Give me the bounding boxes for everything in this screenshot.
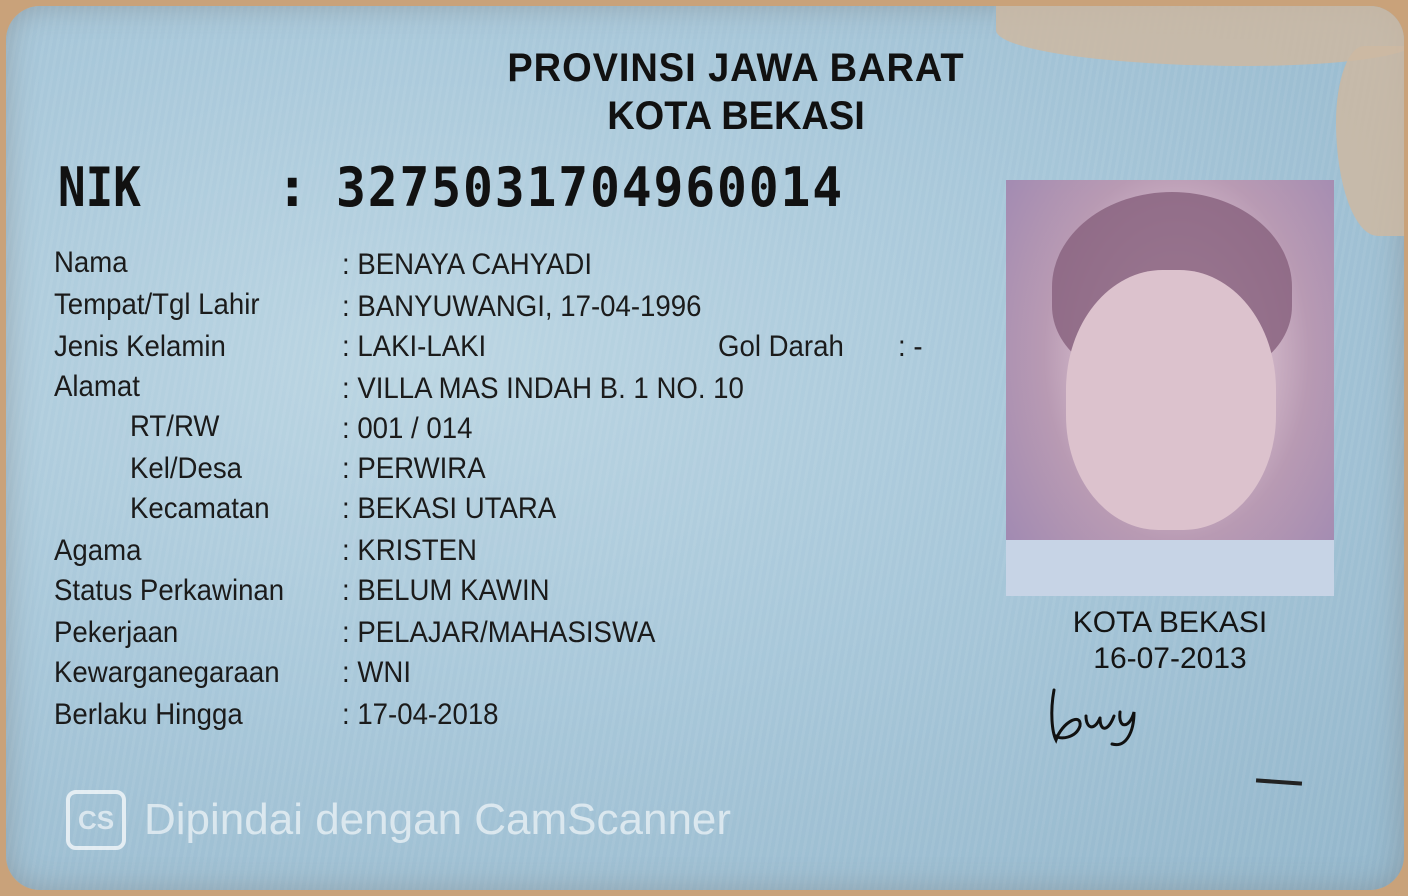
field-label-gol-darah: Gol Darah [718,330,844,363]
field-label-kewarganegaraan: Kewarganegaraan [54,656,280,689]
field-value-ttl: : BANYUWANGI, 17-04-1996 [342,290,702,323]
field-label-nama: Nama [54,246,128,279]
field-value-agama: : KRISTEN [342,534,477,567]
nik-colon: : [276,156,309,219]
field-label-ttl: Tempat/Tgl Lahir [54,288,260,321]
watermark-text: Dipindai dengan CamScanner [144,795,732,844]
camscanner-logo-icon: CS [66,790,126,850]
field-label-rtrw: RT/RW [130,410,220,443]
nik-value: 3275031704960014 [336,156,844,219]
nik-label: NIK [58,156,141,219]
field-value-status-perkawinan: : BELUM KAWIN [342,574,550,607]
field-label-agama: Agama [54,534,142,567]
photo-face [1066,270,1276,530]
worn-edge [1336,46,1404,236]
field-value-jenis-kelamin: : LAKI-LAKI [342,330,487,363]
field-value-pekerjaan: : PELAJAR/MAHASISWA [342,616,656,649]
field-value-nama: : BENAYA CAHYADI [342,248,593,281]
field-value-kewarganegaraan: : WNI [342,656,411,689]
id-photo [1006,180,1334,596]
field-label-alamat: Alamat [54,370,140,403]
field-label-status-perkawinan: Status Perkawinan [54,574,285,607]
field-label-pekerjaan: Pekerjaan [54,616,179,649]
field-label-kel-desa: Kel/Desa [130,452,242,485]
signature [1046,682,1146,752]
field-label-jenis-kelamin: Jenis Kelamin [54,330,226,363]
city-title: KOTA BEKASI [607,94,865,138]
mark-dash [1256,778,1302,785]
field-value-rtrw: : 001 / 014 [342,412,473,445]
field-value-kecamatan: : BEKASI UTARA [342,492,557,525]
field-value-gol-darah: : - [898,330,923,363]
issue-date: 16-07-2013 [1093,642,1247,675]
field-value-berlaku-hingga: : 17-04-2018 [342,698,499,731]
field-value-alamat: : VILLA MAS INDAH B. 1 NO. 10 [342,372,744,405]
province-title: PROVINSI JAWA BARAT [507,46,965,90]
photo-shirt [1006,540,1334,596]
id-card [6,6,1404,890]
field-value-kel-desa: : PERWIRA [342,452,486,485]
field-label-berlaku-hingga: Berlaku Hingga [54,698,243,731]
camscanner-watermark [66,790,731,850]
issue-city: KOTA BEKASI [1072,606,1268,639]
field-label-kecamatan: Kecamatan [130,492,270,525]
